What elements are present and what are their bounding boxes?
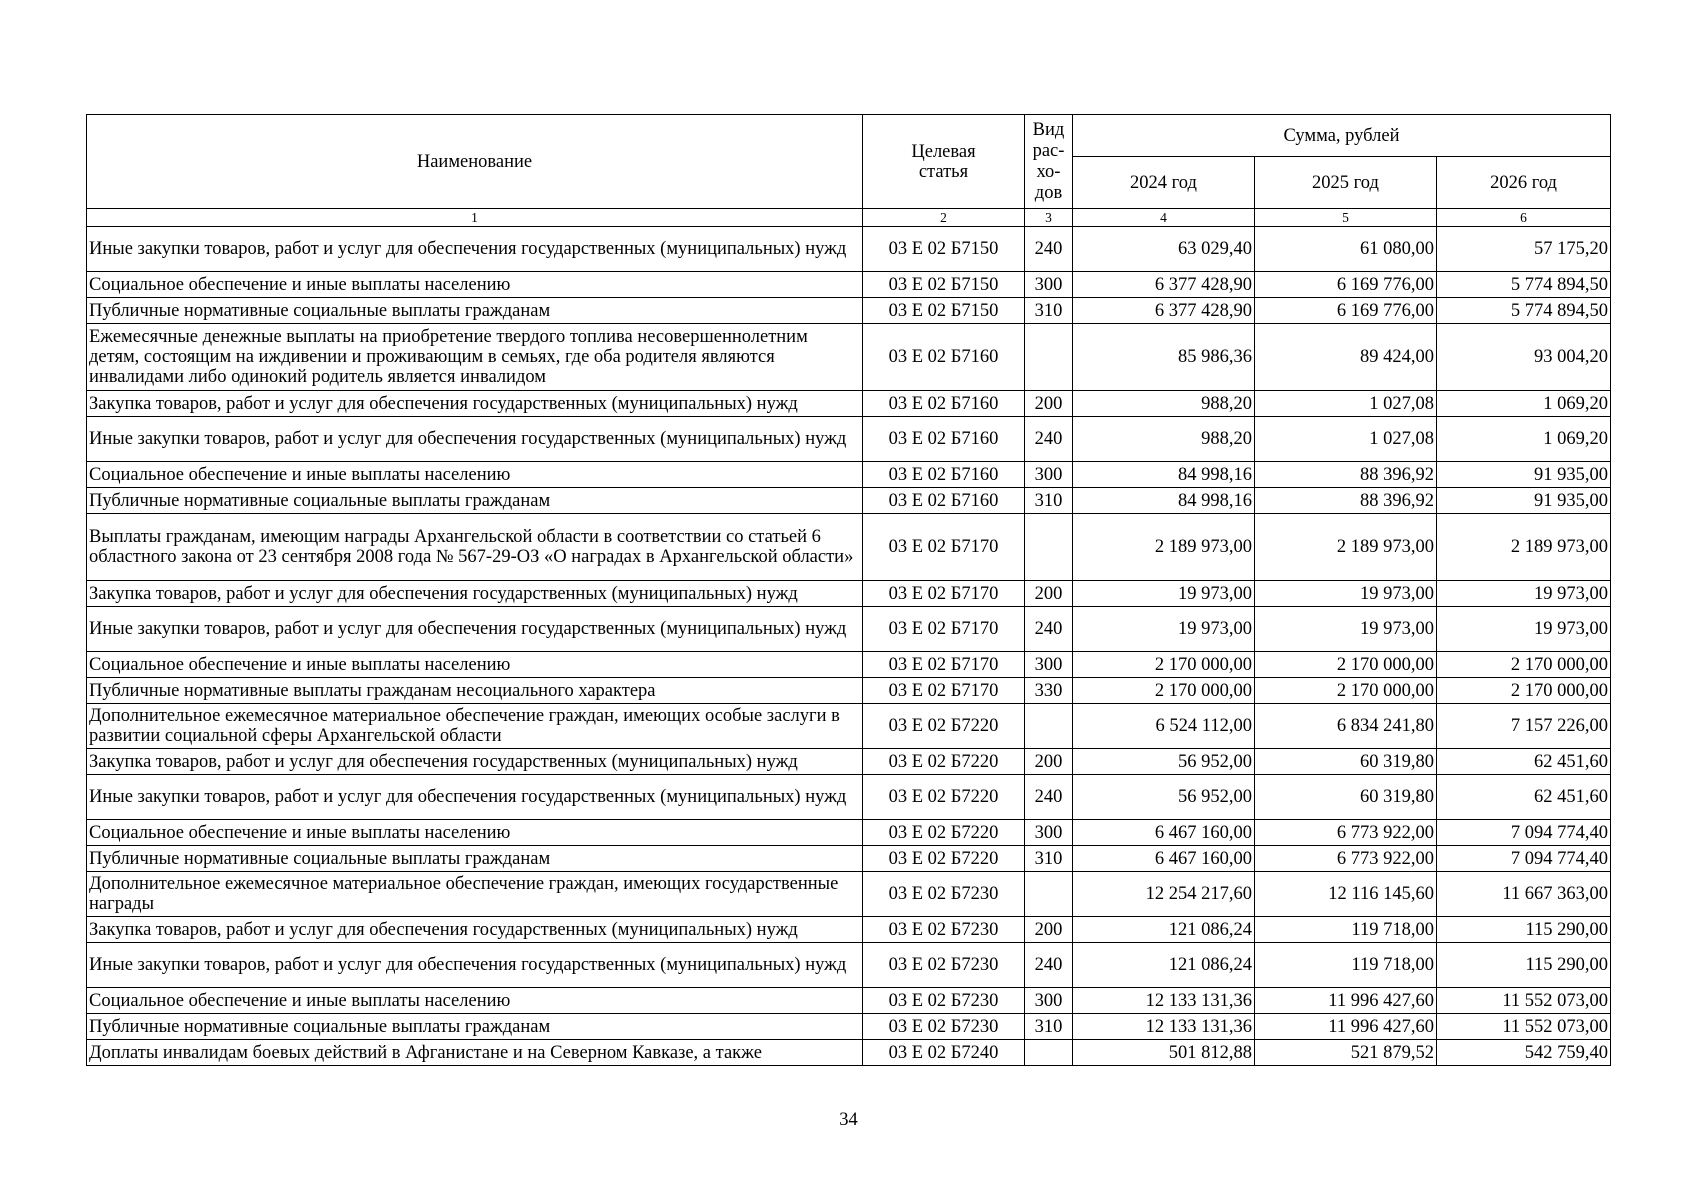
cell-sum-2024: 2 170 000,00 — [1073, 678, 1255, 704]
cell-expense-type: 310 — [1025, 488, 1073, 514]
header-target-article — [863, 115, 1025, 209]
header-year-2025: 2025 год — [1255, 157, 1437, 209]
cell-name: Публичные нормативные социальные выплаты гражданам — [87, 488, 863, 514]
cell-sum-2025: 61 080,00 — [1255, 227, 1437, 272]
table-row — [87, 988, 1611, 1014]
header-vid-line: рас- — [1032, 140, 1065, 161]
table-row — [87, 514, 1611, 581]
cell-sum-2024: 56 952,00 — [1073, 775, 1255, 820]
cell-expense-type: 300 — [1025, 988, 1073, 1014]
cell-sum-2025: 6 834 241,80 — [1255, 704, 1437, 749]
table-row — [87, 227, 1611, 272]
cell-target-article: 03 Е 02 Б7170 — [863, 581, 1025, 607]
cell-name: Закупка товаров, работ и услуг для обеспечения государственных (муниципальных) нужд — [87, 917, 863, 943]
cell-sum-2026: 62 451,60 — [1437, 775, 1611, 820]
cell-sum-2026: 93 004,20 — [1437, 324, 1611, 391]
cell-name: Социальное обеспечение и иные выплаты населению — [87, 988, 863, 1014]
cell-sum-2025: 12 116 145,60 — [1255, 872, 1437, 917]
table-row — [87, 704, 1611, 749]
cell-expense-type: 240 — [1025, 607, 1073, 652]
cell-target-article: 03 Е 02 Б7170 — [863, 607, 1025, 652]
cell-name: Закупка товаров, работ и услуг для обеспечения государственных (муниципальных) нужд — [87, 749, 863, 775]
table-row — [87, 678, 1611, 704]
cell-name: Публичные нормативные выплаты гражданам несоциального характера — [87, 678, 863, 704]
cell-name: Публичные нормативные социальные выплаты гражданам — [87, 1014, 863, 1040]
column-number: 5 — [1255, 209, 1437, 227]
cell-target-article: 03 Е 02 Б7160 — [863, 324, 1025, 391]
table-body — [87, 227, 1611, 1066]
cell-sum-2026: 57 175,20 — [1437, 227, 1611, 272]
cell-expense-type — [1025, 514, 1073, 581]
cell-sum-2025: 2 189 973,00 — [1255, 514, 1437, 581]
table-row — [87, 1014, 1611, 1040]
cell-sum-2026: 91 935,00 — [1437, 462, 1611, 488]
cell-sum-2025: 11 996 427,60 — [1255, 1014, 1437, 1040]
table-row — [87, 462, 1611, 488]
cell-sum-2026: 11 552 073,00 — [1437, 1014, 1611, 1040]
cell-sum-2026: 1 069,20 — [1437, 417, 1611, 462]
cell-expense-type: 300 — [1025, 820, 1073, 846]
cell-expense-type: 240 — [1025, 227, 1073, 272]
cell-sum-2026: 11 552 073,00 — [1437, 988, 1611, 1014]
cell-name: Закупка товаров, работ и услуг для обеспечения государственных (муниципальных) нужд — [87, 581, 863, 607]
budget-table — [86, 114, 1611, 1066]
page-number: 34 — [839, 1110, 858, 1130]
column-number: 6 — [1437, 209, 1611, 227]
cell-sum-2024: 121 086,24 — [1073, 917, 1255, 943]
header-name: Наименование — [87, 115, 863, 209]
cell-sum-2025: 88 396,92 — [1255, 462, 1437, 488]
cell-expense-type: 300 — [1025, 652, 1073, 678]
cell-target-article: 03 Е 02 Б7160 — [863, 488, 1025, 514]
cell-sum-2024: 19 973,00 — [1073, 607, 1255, 652]
cell-sum-2024: 63 029,40 — [1073, 227, 1255, 272]
cell-target-article: 03 Е 02 Б7160 — [863, 391, 1025, 417]
table-row — [87, 324, 1611, 391]
cell-sum-2026: 2 170 000,00 — [1437, 652, 1611, 678]
header-year-2026: 2026 год — [1437, 157, 1611, 209]
cell-target-article: 03 Е 02 Б7150 — [863, 272, 1025, 298]
header-target-line: Целевая — [911, 141, 976, 162]
header-vid-line: дов — [1034, 182, 1063, 203]
cell-name: Иные закупки товаров, работ и услуг для обеспечения государственных (муниципальных) нужд — [87, 943, 863, 988]
column-number: 3 — [1025, 209, 1073, 227]
cell-expense-type: 240 — [1025, 775, 1073, 820]
cell-name: Публичные нормативные социальные выплаты гражданам — [87, 846, 863, 872]
cell-target-article: 03 Е 02 Б7230 — [863, 988, 1025, 1014]
cell-sum-2024: 85 986,36 — [1073, 324, 1255, 391]
table-row — [87, 488, 1611, 514]
cell-target-article: 03 Е 02 Б7220 — [863, 846, 1025, 872]
cell-target-article: 03 Е 02 Б7230 — [863, 943, 1025, 988]
cell-sum-2024: 12 133 131,36 — [1073, 1014, 1255, 1040]
cell-sum-2026: 542 759,40 — [1437, 1040, 1611, 1066]
cell-expense-type: 240 — [1025, 943, 1073, 988]
cell-name: Иные закупки товаров, работ и услуг для обеспечения государственных (муниципальных) нужд — [87, 607, 863, 652]
cell-sum-2026: 7 094 774,40 — [1437, 846, 1611, 872]
cell-target-article: 03 Е 02 Б7230 — [863, 1014, 1025, 1040]
cell-sum-2024: 501 812,88 — [1073, 1040, 1255, 1066]
cell-name: Социальное обеспечение и иные выплаты населению — [87, 462, 863, 488]
cell-target-article: 03 Е 02 Б7230 — [863, 917, 1025, 943]
cell-sum-2025: 11 996 427,60 — [1255, 988, 1437, 1014]
table-header — [87, 115, 1611, 227]
cell-sum-2024: 12 254 217,60 — [1073, 872, 1255, 917]
cell-expense-type — [1025, 872, 1073, 917]
header-vid-line: Вид — [1032, 119, 1065, 140]
cell-sum-2025: 6 169 776,00 — [1255, 272, 1437, 298]
cell-name: Закупка товаров, работ и услуг для обеспечения государственных (муниципальных) нужд — [87, 391, 863, 417]
cell-name: Публичные нормативные социальные выплаты гражданам — [87, 298, 863, 324]
cell-expense-type: 310 — [1025, 1014, 1073, 1040]
cell-target-article: 03 Е 02 Б7160 — [863, 417, 1025, 462]
cell-sum-2026: 5 774 894,50 — [1437, 298, 1611, 324]
cell-sum-2025: 2 170 000,00 — [1255, 678, 1437, 704]
cell-sum-2026: 11 667 363,00 — [1437, 872, 1611, 917]
cell-sum-2026: 91 935,00 — [1437, 488, 1611, 514]
cell-sum-2025: 119 718,00 — [1255, 943, 1437, 988]
cell-expense-type: 330 — [1025, 678, 1073, 704]
cell-sum-2024: 6 377 428,90 — [1073, 272, 1255, 298]
cell-target-article: 03 Е 02 Б7150 — [863, 298, 1025, 324]
cell-target-article: 03 Е 02 Б7230 — [863, 872, 1025, 917]
cell-sum-2024: 6 524 112,00 — [1073, 704, 1255, 749]
cell-target-article: 03 Е 02 Б7170 — [863, 652, 1025, 678]
cell-name: Социальное обеспечение и иные выплаты населению — [87, 272, 863, 298]
header-vid-line: хо- — [1036, 161, 1061, 182]
cell-sum-2024: 84 998,16 — [1073, 462, 1255, 488]
column-number: 1 — [87, 209, 863, 227]
cell-sum-2024: 2 189 973,00 — [1073, 514, 1255, 581]
table-row — [87, 872, 1611, 917]
cell-sum-2024: 6 467 160,00 — [1073, 846, 1255, 872]
table-row — [87, 652, 1611, 678]
column-number: 2 — [863, 209, 1025, 227]
cell-sum-2024: 121 086,24 — [1073, 943, 1255, 988]
cell-sum-2026: 115 290,00 — [1437, 917, 1611, 943]
cell-expense-type — [1025, 324, 1073, 391]
cell-target-article: 03 Е 02 Б7240 — [863, 1040, 1025, 1066]
table-row — [87, 607, 1611, 652]
cell-name: Социальное обеспечение и иные выплаты населению — [87, 820, 863, 846]
cell-sum-2025: 6 169 776,00 — [1255, 298, 1437, 324]
cell-sum-2025: 19 973,00 — [1255, 607, 1437, 652]
cell-sum-2024: 988,20 — [1073, 391, 1255, 417]
cell-sum-2024: 988,20 — [1073, 417, 1255, 462]
cell-expense-type: 300 — [1025, 462, 1073, 488]
cell-expense-type: 310 — [1025, 846, 1073, 872]
table-row — [87, 298, 1611, 324]
cell-sum-2026: 5 774 894,50 — [1437, 272, 1611, 298]
cell-target-article: 03 Е 02 Б7220 — [863, 775, 1025, 820]
cell-sum-2025: 2 170 000,00 — [1255, 652, 1437, 678]
header-expense-type — [1025, 115, 1073, 209]
column-numbers-row — [87, 209, 1611, 227]
cell-sum-2024: 56 952,00 — [1073, 749, 1255, 775]
cell-sum-2025: 60 319,80 — [1255, 749, 1437, 775]
table-row — [87, 775, 1611, 820]
table-row — [87, 581, 1611, 607]
cell-name: Ежемесячные денежные выплаты на приобретение твердого топлива несовершеннолетним детям, состоящим на иждивении и проживающим в семьях, где оба родителя являются инвалидами либо одинокий родитель является инвалидом — [87, 324, 863, 391]
cell-name: Доплаты инвалидам боевых действий в Афганистане и на Северном Кавказе, а также — [87, 1040, 863, 1066]
header-year-2024: 2024 год — [1073, 157, 1255, 209]
column-number: 4 — [1073, 209, 1255, 227]
cell-expense-type: 300 — [1025, 272, 1073, 298]
cell-sum-2024: 19 973,00 — [1073, 581, 1255, 607]
cell-expense-type: 200 — [1025, 391, 1073, 417]
cell-name: Дополнительное ежемесячное материальное обеспечение граждан, имеющих особые заслуги в развитии социальной сферы Архангельской области — [87, 704, 863, 749]
cell-sum-2025: 1 027,08 — [1255, 417, 1437, 462]
cell-expense-type: 200 — [1025, 917, 1073, 943]
cell-sum-2025: 1 027,08 — [1255, 391, 1437, 417]
cell-sum-2026: 7 157 226,00 — [1437, 704, 1611, 749]
table-row — [87, 1040, 1611, 1066]
cell-expense-type — [1025, 1040, 1073, 1066]
cell-expense-type: 200 — [1025, 581, 1073, 607]
cell-target-article: 03 Е 02 Б7160 — [863, 462, 1025, 488]
cell-sum-2026: 19 973,00 — [1437, 607, 1611, 652]
cell-expense-type — [1025, 704, 1073, 749]
cell-sum-2025: 119 718,00 — [1255, 917, 1437, 943]
cell-expense-type: 310 — [1025, 298, 1073, 324]
cell-sum-2024: 6 467 160,00 — [1073, 820, 1255, 846]
table-row — [87, 272, 1611, 298]
cell-sum-2025: 60 319,80 — [1255, 775, 1437, 820]
cell-sum-2024: 12 133 131,36 — [1073, 988, 1255, 1014]
table-row — [87, 417, 1611, 462]
cell-name: Дополнительное ежемесячное материальное обеспечение граждан, имеющих государственные награды — [87, 872, 863, 917]
cell-sum-2026: 1 069,20 — [1437, 391, 1611, 417]
table-row — [87, 943, 1611, 988]
cell-sum-2025: 6 773 922,00 — [1255, 820, 1437, 846]
cell-sum-2025: 19 973,00 — [1255, 581, 1437, 607]
cell-sum-2024: 2 170 000,00 — [1073, 652, 1255, 678]
cell-sum-2026: 19 973,00 — [1437, 581, 1611, 607]
cell-sum-2025: 6 773 922,00 — [1255, 846, 1437, 872]
cell-sum-2025: 89 424,00 — [1255, 324, 1437, 391]
cell-sum-2026: 115 290,00 — [1437, 943, 1611, 988]
cell-name: Иные закупки товаров, работ и услуг для обеспечения государственных (муниципальных) нужд — [87, 417, 863, 462]
cell-sum-2025: 521 879,52 — [1255, 1040, 1437, 1066]
cell-target-article: 03 Е 02 Б7150 — [863, 227, 1025, 272]
cell-name: Выплаты гражданам, имеющим награды Архангельской области в соответствии со статьей 6 областного закона от 23 сентября 2008 года № 567-29-ОЗ «О наградах в Архангельской области» — [87, 514, 863, 581]
cell-expense-type: 240 — [1025, 417, 1073, 462]
cell-sum-2026: 2 170 000,00 — [1437, 678, 1611, 704]
cell-target-article: 03 Е 02 Б7220 — [863, 820, 1025, 846]
table-row — [87, 917, 1611, 943]
header-target-line: статья — [918, 161, 969, 182]
table-row — [87, 846, 1611, 872]
cell-name: Социальное обеспечение и иные выплаты населению — [87, 652, 863, 678]
cell-sum-2026: 2 189 973,00 — [1437, 514, 1611, 581]
table-row — [87, 749, 1611, 775]
cell-name: Иные закупки товаров, работ и услуг для обеспечения государственных (муниципальных) нужд — [87, 775, 863, 820]
cell-target-article: 03 Е 02 Б7170 — [863, 678, 1025, 704]
header-sum: Сумма, рублей — [1073, 115, 1611, 157]
cell-sum-2025: 88 396,92 — [1255, 488, 1437, 514]
table-row — [87, 820, 1611, 846]
cell-sum-2024: 84 998,16 — [1073, 488, 1255, 514]
cell-sum-2026: 7 094 774,40 — [1437, 820, 1611, 846]
table-row — [87, 391, 1611, 417]
cell-name: Иные закупки товаров, работ и услуг для обеспечения государственных (муниципальных) нужд — [87, 227, 863, 272]
cell-target-article: 03 Е 02 Б7220 — [863, 704, 1025, 749]
cell-target-article: 03 Е 02 Б7170 — [863, 514, 1025, 581]
cell-target-article: 03 Е 02 Б7220 — [863, 749, 1025, 775]
cell-expense-type: 200 — [1025, 749, 1073, 775]
cell-sum-2024: 6 377 428,90 — [1073, 298, 1255, 324]
cell-sum-2026: 62 451,60 — [1437, 749, 1611, 775]
